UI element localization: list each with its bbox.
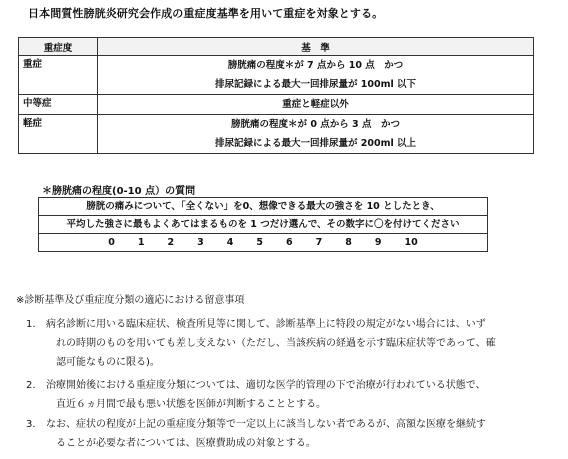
header-severity: 重症度 (19, 38, 98, 56)
severity-name: 中等症 (19, 95, 98, 115)
note-line: れの時期のものを用いても差し支えない（ただし、当該疾病の経過を示す臨床症状等であって、確 (56, 338, 496, 349)
note-item (26, 315, 556, 372)
note-text (46, 415, 556, 453)
severity-row-severe (19, 56, 534, 95)
severity-criteria (98, 95, 534, 115)
criteria-line: 排尿記録による最大一回排尿量が 200ml 以上 (214, 138, 417, 149)
severity-criteria (98, 115, 534, 154)
intro-text: 日本間質性膀胱炎研究会作成の重症度基準を用いて重症を対象とする。 (28, 7, 384, 20)
pain-scale-value: 8 (345, 237, 352, 248)
pain-scale-value: 10 (404, 237, 418, 248)
header-criteria: 基 準 (98, 38, 534, 56)
pain-scale-value: 4 (226, 237, 234, 248)
pain-scale-value: 9 (374, 237, 382, 248)
pain-question-table (38, 197, 488, 252)
severity-name: 軽症 (19, 115, 98, 154)
pain-scale (39, 234, 487, 251)
note-number: 1. (26, 319, 36, 330)
note-line: ることが必要な者については、医療費助成の対象とする。 (56, 438, 316, 449)
severity-row-moderate (19, 95, 534, 115)
pain-scale-value: 6 (286, 237, 293, 248)
note-line: 治療開始後における重症度分類については、適切な医学的管理の下で治療が行われている状態で、 (46, 380, 486, 391)
pain-question-line: 平均した強さに最もよくあてはまるものを 1 つだけ選んで、その数字に〇を付けてください (39, 216, 488, 234)
criteria-line: 膀胱痛の程度＊が 0 点から 3 点 かつ (231, 119, 400, 130)
severity-name: 重症 (19, 56, 98, 95)
note-line: 直近６ヵ月間で最も悪い状態を医師が判断することとする。 (56, 399, 326, 410)
note-line: なお、症状の程度が上記の重症度分類等で一定以上に該当しない者であるが、高額な医療を継続す (46, 419, 486, 430)
pain-scale-row (39, 234, 488, 252)
note-item (26, 376, 556, 414)
note-line: 病名診断に用いる臨床症状、検査所見等に関して、診断基準上に特段の規定がない場合には、いず (46, 319, 486, 330)
severity-table (18, 37, 534, 154)
severity-row-mild (19, 115, 534, 154)
criteria-line: 膀胱痛の程度＊が 7 点から 10 点 かつ (227, 60, 404, 71)
pain-scale-value: 7 (315, 237, 323, 248)
note-number: 2. (26, 380, 36, 391)
pain-scale-value: 0 (108, 237, 115, 248)
note-number: 3. (26, 419, 36, 430)
criteria-line: 重症と軽症以外 (282, 99, 349, 110)
severity-table-header (19, 38, 534, 56)
note-text (46, 315, 556, 372)
severity-criteria (98, 56, 534, 95)
note-item (26, 415, 556, 453)
pain-scale-value: 3 (197, 237, 204, 248)
criteria-line: 排尿記録による最大一回排尿量が 100ml 以下 (214, 79, 417, 90)
pain-scale-value: 2 (167, 237, 175, 248)
pain-scale-value: 5 (256, 237, 263, 248)
note-line: 認可能なものに限る)。 (56, 357, 160, 368)
pain-scale-value: 1 (137, 237, 145, 248)
notes-title: ※診断基準及び重症度分類の適応における留意事項 (16, 295, 245, 306)
pain-question-title: ＊膀胱痛の程度(0-10 点）の質問 (42, 186, 196, 197)
pain-question-line: 膀胱の痛みについて、「全くない」を0、想像できる最大の強さを 10 としたとき、 (39, 198, 488, 216)
note-text (46, 376, 556, 414)
